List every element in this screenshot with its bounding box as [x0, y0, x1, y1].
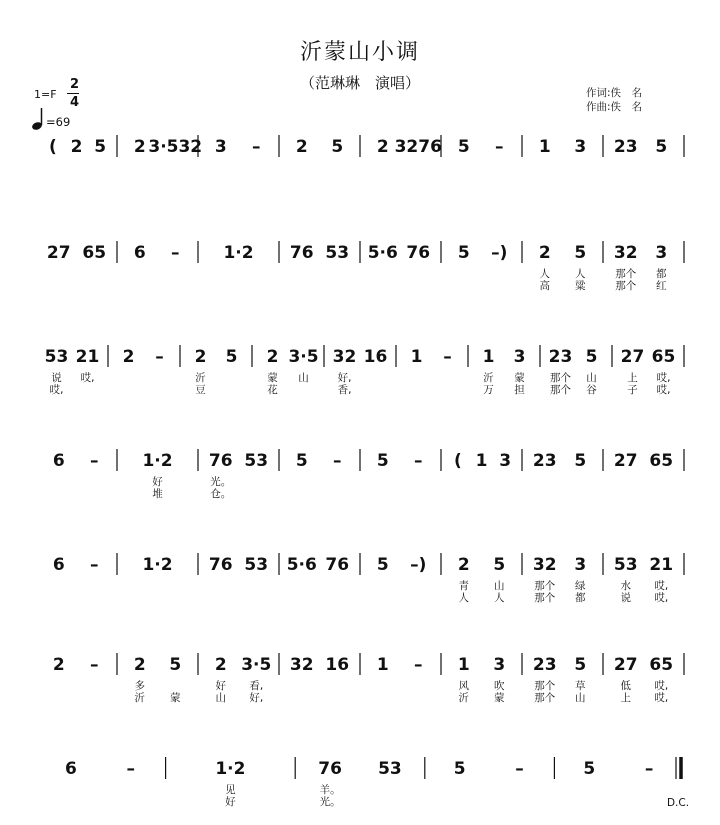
- jianpu-note: 3: [214, 137, 227, 157]
- lyric-verse-1: 沂: [195, 372, 206, 384]
- jianpu-note: 76: [208, 555, 233, 575]
- jianpu-note: 1: [475, 451, 488, 471]
- jianpu-note: –: [414, 451, 423, 471]
- jianpu-note: 53: [378, 759, 402, 779]
- lyric-verse-2: 那个: [534, 592, 556, 604]
- jianpu-note: 6: [64, 759, 77, 779]
- lyric-verse-2: 沂: [134, 692, 145, 704]
- lyric-verse-2: 好,: [249, 692, 264, 704]
- lyric-verse-2: 高: [539, 280, 550, 292]
- lyric-verse-1: 光。: [210, 476, 232, 488]
- lyric-verse-1: 好: [215, 680, 226, 692]
- jianpu-note: 1: [410, 347, 423, 367]
- lyric-verse-1: 那个: [534, 680, 556, 692]
- jianpu-note: 5: [295, 451, 308, 471]
- da-capo-marking: D.C.: [666, 797, 690, 809]
- lyric-verse-2: 豆: [195, 384, 206, 396]
- jianpu-note: 1: [376, 655, 389, 675]
- jianpu-note: 65: [649, 451, 674, 471]
- jianpu-note: –: [155, 347, 164, 367]
- song-title: 沂蒙山小调: [299, 40, 420, 65]
- jianpu-note: 65: [82, 243, 107, 263]
- lyric-verse-2: 那个: [534, 692, 556, 704]
- jianpu-note: –: [644, 759, 654, 779]
- lyric-verse-1: 低: [620, 680, 631, 692]
- jianpu-note: 5·6: [367, 243, 398, 263]
- lyric-verse-1: 绿: [575, 580, 586, 592]
- lyric-verse-2: 哎,: [654, 692, 669, 704]
- jianpu-note: 3: [513, 347, 526, 367]
- jianpu-note: 27: [620, 347, 645, 367]
- time-signature-top: 2: [70, 77, 80, 92]
- lyric-verse-2: 沂: [458, 692, 469, 704]
- lyric-verse-2: 哎,: [656, 384, 671, 396]
- jianpu-note: –): [410, 555, 427, 575]
- song-subtitle: （范琳琳 演唱）: [299, 74, 420, 92]
- jianpu-note: –: [171, 243, 180, 263]
- jianpu-note: 2: [457, 555, 470, 575]
- lyric-verse-2: 担: [514, 384, 525, 396]
- lyric-verse-1: 山: [586, 372, 597, 384]
- jianpu-note: 5: [585, 347, 598, 367]
- jianpu-note: 3276: [394, 137, 442, 157]
- time-signature-bottom: 4: [70, 95, 80, 110]
- score-system: [53, 449, 684, 500]
- lyric-verse-2: 香,: [337, 384, 352, 396]
- lyric-verse-1: 见: [225, 784, 236, 796]
- lyric-verse-2: 花: [267, 384, 278, 396]
- lyric-verse-1: 沂: [483, 372, 494, 384]
- lyric-verse-2: 好: [225, 796, 236, 808]
- jianpu-note: (: [453, 451, 462, 471]
- jianpu-note: 5: [574, 243, 587, 263]
- jianpu-note: 23: [532, 451, 557, 471]
- jianpu-note: 1: [538, 137, 551, 157]
- jianpu-note: –: [443, 347, 452, 367]
- jianpu-note: 5: [583, 759, 596, 779]
- jianpu-note: 65: [651, 347, 676, 367]
- jianpu-note: –: [90, 451, 99, 471]
- lyric-verse-1: 人: [575, 268, 586, 280]
- jianpu-note: 3: [493, 655, 506, 675]
- jianpu-note: 5: [376, 451, 389, 471]
- lyric-verse-2: 万: [483, 384, 494, 396]
- jianpu-note: 3·5: [288, 347, 319, 367]
- jianpu-note: 16: [325, 655, 350, 675]
- lyric-verse-1: 哎,: [654, 680, 669, 692]
- jianpu-note: 23: [548, 347, 573, 367]
- lyric-verse-2: 谷: [586, 384, 597, 396]
- lyric-verse-1: 风: [458, 680, 469, 692]
- jianpu-note: 32: [332, 347, 357, 367]
- jianpu-note: 5: [457, 137, 470, 157]
- jianpu-note: 6: [52, 451, 65, 471]
- lyric-verse-2: 红: [656, 280, 667, 292]
- lyricist-credit: 作词:佚 名: [586, 87, 643, 99]
- lyric-verse-2: 上: [620, 692, 631, 704]
- jianpu-note: –: [333, 451, 342, 471]
- lyric-verse-2: 人: [458, 592, 469, 604]
- jianpu-note: 3·532: [148, 137, 203, 157]
- jianpu-note: –: [252, 137, 261, 157]
- jianpu-note: 16: [363, 347, 388, 367]
- jianpu-note: 2: [376, 137, 389, 157]
- lyric-verse-1: 人: [539, 268, 550, 280]
- lyric-verse-1: 哎,: [80, 372, 95, 384]
- jianpu-note: 5: [169, 655, 182, 675]
- jianpu-note: 5: [574, 655, 587, 675]
- score-system: [53, 653, 684, 704]
- lyric-verse-1: 青: [458, 580, 469, 592]
- lyric-verse-1: 蒙: [267, 372, 278, 384]
- tempo-marking: =69: [46, 115, 71, 129]
- jianpu-note: 2: [214, 655, 227, 675]
- jianpu-note: 21: [649, 555, 674, 575]
- lyric-verse-2: 哎,: [654, 592, 669, 604]
- jianpu-note: 5·6: [286, 555, 317, 575]
- lyric-verse-2: 光。: [319, 796, 341, 808]
- jianpu-note: 23: [532, 655, 557, 675]
- jianpu-note: 27: [613, 655, 638, 675]
- lyric-verse-1: 蒙: [514, 372, 525, 384]
- jianpu-note: –: [495, 137, 504, 157]
- lyric-verse-1: 羊。: [319, 784, 341, 796]
- jianpu-note: 3: [499, 451, 512, 471]
- lyric-verse-1: 那个: [615, 268, 637, 280]
- lyric-verse-2: 子: [627, 384, 638, 396]
- jianpu-note: –): [491, 243, 508, 263]
- lyric-verse-1: 水: [620, 580, 631, 592]
- lyric-verse-1: 说: [51, 372, 62, 384]
- lyric-verse-1: 山: [494, 580, 505, 592]
- score-system: [49, 135, 684, 157]
- lyric-verse-2: 堆: [152, 488, 163, 500]
- score-system: [65, 757, 689, 809]
- jianpu-note: 76: [406, 243, 431, 263]
- jianpu-note: 2: [133, 655, 146, 675]
- jianpu-note: 5: [94, 137, 107, 157]
- jianpu-note: 32: [532, 555, 557, 575]
- jianpu-note: 76: [289, 243, 314, 263]
- jianpu-note: 5: [376, 555, 389, 575]
- jianpu-note: 3: [574, 555, 587, 575]
- lyric-verse-1: 好,: [337, 372, 352, 384]
- jianpu-note: 1·2: [215, 759, 246, 779]
- lyric-verse-1: 哎,: [654, 580, 669, 592]
- jianpu-note: 53: [244, 555, 269, 575]
- jianpu-note: 6: [133, 243, 146, 263]
- composer-credit: 作曲:佚 名: [586, 101, 643, 113]
- lyric-verse-1: 都: [656, 268, 667, 280]
- jianpu-note: 76: [208, 451, 233, 471]
- jianpu-note: 3: [655, 243, 668, 263]
- jianpu-note: 1: [482, 347, 495, 367]
- lyric-verse-1: 上: [627, 372, 638, 384]
- jianpu-note: –: [126, 759, 135, 779]
- jianpu-note: –: [90, 655, 99, 675]
- lyric-verse-2: 山: [215, 692, 226, 704]
- jianpu-note: –: [414, 655, 423, 675]
- lyric-verse-2: 人: [494, 592, 505, 604]
- lyric-verse-2: 说: [620, 592, 631, 604]
- jianpu-note: 65: [649, 655, 674, 675]
- jianpu-note: 76: [318, 759, 342, 779]
- lyric-verse-2: 哎,: [49, 384, 64, 396]
- jianpu-note: 3·5: [241, 655, 272, 675]
- jianpu-note: 1·2: [223, 243, 254, 263]
- jianpu-note: 32: [613, 243, 638, 263]
- jianpu-note: 53: [613, 555, 638, 575]
- lyric-verse-1: 那个: [550, 372, 571, 384]
- jianpu-note: 6: [52, 555, 65, 575]
- lyric-verse-1: 山: [298, 372, 309, 384]
- jianpu-note: (: [48, 137, 57, 157]
- key-signature: 1=F: [34, 88, 57, 101]
- lyric-verse-2: 那个: [550, 384, 571, 396]
- jianpu-note: 2: [295, 137, 308, 157]
- jianpu-note: 1: [457, 655, 470, 675]
- jianpu-note: 5: [493, 555, 506, 575]
- jianpu-note: 5: [331, 137, 344, 157]
- lyric-verse-2: 蒙: [170, 692, 181, 704]
- jianpu-note: 2: [70, 137, 83, 157]
- jianpu-note: 3: [574, 137, 587, 157]
- lyric-verse-1: 哎,: [656, 372, 671, 384]
- jianpu-note: –: [90, 555, 99, 575]
- lyric-verse-1: 吹: [494, 680, 505, 692]
- jianpu-note: 53: [244, 451, 269, 471]
- jianpu-note: 23: [613, 137, 638, 157]
- lyric-verse-1: 那个: [534, 580, 556, 592]
- jianpu-note: –: [515, 759, 524, 779]
- lyric-verse-1: 多: [134, 680, 145, 692]
- lyric-verse-2: 仓。: [210, 488, 232, 500]
- jianpu-note: 5: [655, 137, 668, 157]
- lyric-verse-2: 那个: [615, 280, 637, 292]
- jianpu-note: 2: [52, 655, 65, 675]
- lyric-verse-2: 粱: [575, 280, 586, 292]
- jianpu-note: 53: [44, 347, 69, 367]
- lyric-verse-1: 草: [575, 680, 586, 692]
- jianpu-note: 5: [453, 759, 466, 779]
- lyric-verse-2: 都: [575, 592, 586, 604]
- lyric-verse-2: 山: [575, 692, 586, 704]
- lyric-verse-1: 好: [152, 476, 163, 488]
- jianpu-note: 5: [225, 347, 238, 367]
- jianpu-note: 32: [289, 655, 314, 675]
- jianpu-note: 53: [325, 243, 350, 263]
- jianpu-note: 2: [122, 347, 135, 367]
- jianpu-note: 27: [46, 243, 71, 263]
- score-system: [53, 553, 684, 604]
- score-system: [47, 241, 684, 292]
- jianpu-note: 2: [133, 137, 146, 157]
- lyric-verse-1: 看,: [249, 680, 264, 692]
- jianpu-note: 5: [574, 451, 587, 471]
- jianpu-note: 2: [266, 347, 279, 367]
- lyric-verse-2: 蒙: [494, 692, 505, 704]
- jianpu-note: 27: [613, 451, 638, 471]
- jianpu-note: 2: [538, 243, 551, 263]
- jianpu-note: 1·2: [142, 451, 173, 471]
- jianpu-note: 5: [457, 243, 470, 263]
- jianpu-note: 2: [194, 347, 207, 367]
- score-system: [45, 345, 684, 396]
- jianpu-note: 21: [75, 347, 100, 367]
- jianpu-note: 1·2: [142, 555, 173, 575]
- jianpu-note: 76: [325, 555, 350, 575]
